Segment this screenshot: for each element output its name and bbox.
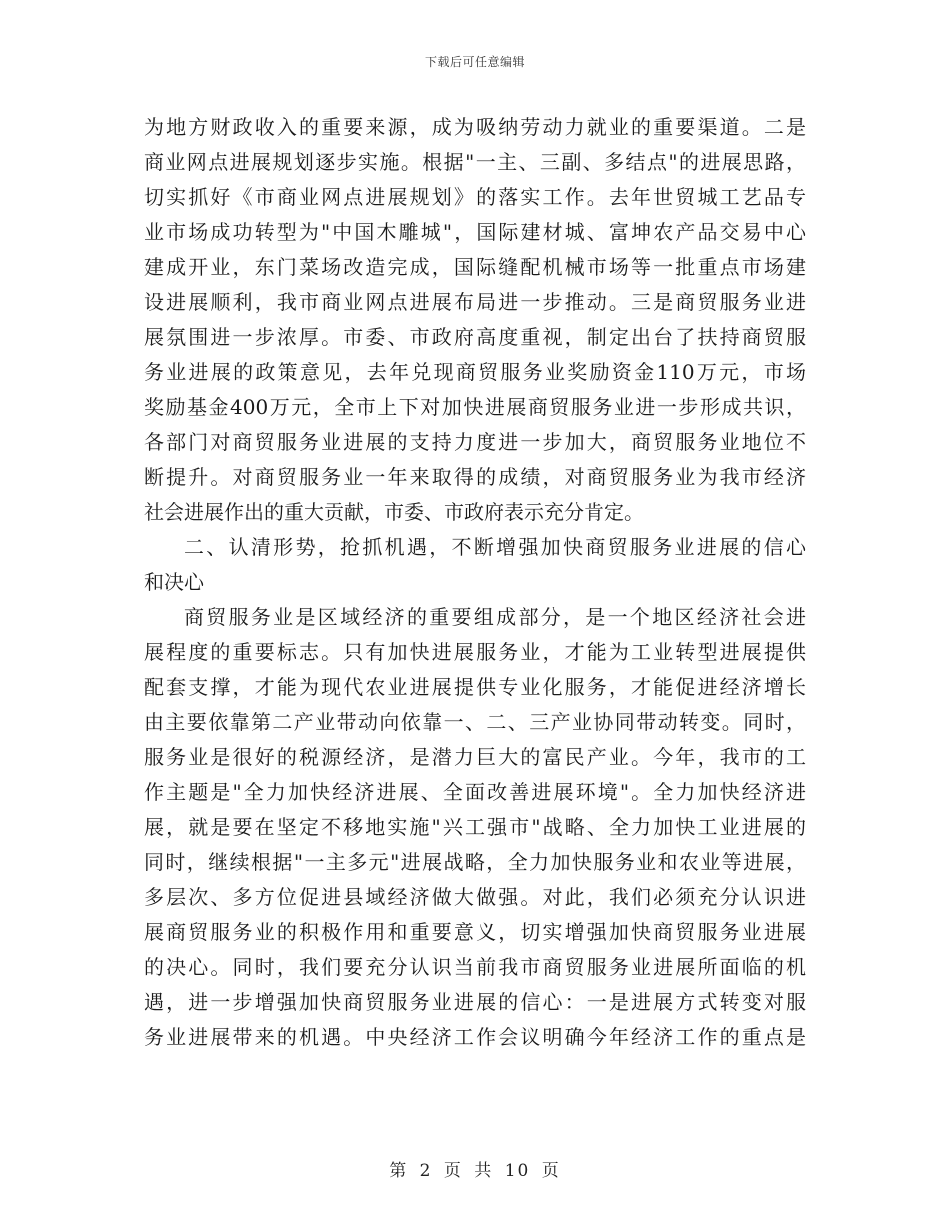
text-line: 商贸服务业是区域经济的重要组成部分，是一个地区经济社会进 <box>184 605 806 629</box>
document-body <box>144 110 806 1055</box>
text-line: 断提升。对商贸服务业一年来取得的成绩，对商贸服务业为我市经济 <box>144 465 806 489</box>
text-line: 商业网点进展规划逐步实施。根据"一主、三副、多结点"的进展思路， <box>144 150 806 174</box>
text-line: 务业进展的政策意见，去年兑现商贸服务业奖励资金110万元，市场 <box>144 360 806 384</box>
text-line: 由主要依靠第二产业带动向依靠一、二、三产业协同带动转变。同时， <box>144 710 806 734</box>
text-line: 切实抓好《市商业网点进展规划》的落实工作。去年世贸城工艺品专 <box>144 185 806 209</box>
page-footer: 第 2 页 共 10 页 <box>389 1161 561 1181</box>
text-line: 多层次、多方位促进县域经济做大做强。对此，我们必须充分认识进 <box>144 885 806 909</box>
paragraph <box>144 600 806 1055</box>
text-line: 各部门对商贸服务业进展的支持力度进一步加大，商贸服务业地位不 <box>144 430 806 454</box>
text-line: 为地方财政收入的重要来源，成为吸纳劳动力就业的重要渠道。二是 <box>144 115 806 139</box>
text-line: 展，就是要在坚定不移地实施"兴工强市"战略、全力加快工业进展的 <box>144 815 806 839</box>
text-line: 社会进展作出的重大贡献，市委、市政府表示充分肯定。 <box>144 500 644 524</box>
paragraph <box>144 110 806 530</box>
text-line: 作主题是"全力加快经济进展、全面改善进展环境"。全力加快经济进 <box>144 780 806 804</box>
text-line: 设进展顺利，我市商业网点进展布局进一步推动。三是商贸服务业进 <box>144 290 806 314</box>
text-line: 服务业是很好的税源经济，是潜力巨大的富民产业。今年，我市的工 <box>144 745 806 769</box>
page-header: 下载后可任意编辑 <box>424 55 525 69</box>
text-line: 展氛围进一步浓厚。市委、市政府高度重视，制定出台了扶持商贸服 <box>144 325 806 349</box>
text-line: 业市场成功转型为"中国木雕城"，国际建材城、富坤农产品交易中心 <box>144 220 806 244</box>
text-line: 展商贸服务业的积极作用和重要意义，切实增强加快商贸服务业进展 <box>144 920 806 944</box>
text-line: 建成开业，东门菜场改造完成，国际缝配机械市场等一批重点市场建 <box>144 255 806 279</box>
text-line: 和决心 <box>144 570 204 594</box>
text-line: 奖励基金400万元，全市上下对加快进展商贸服务业进一步形成共识， <box>144 395 806 419</box>
section-heading <box>144 530 806 600</box>
text-line: 遇，进一步增强加快商贸服务业进展的信心：一是进展方式转变对服 <box>144 990 806 1014</box>
text-line: 同时，继续根据"一主多元"进展战略，全力加快服务业和农业等进展， <box>144 850 806 874</box>
text-line: 配套支撑，才能为现代农业进展提供专业化服务，才能促进经济增长 <box>144 675 806 699</box>
text-line: 二、认清形势，抢抓机遇，不断增强加快商贸服务业进展的信心 <box>184 535 806 559</box>
text-line: 的决心。同时，我们要充分认识当前我市商贸服务业进展所面临的机 <box>144 955 806 979</box>
text-line: 务业进展带来的机遇。中央经济工作会议明确今年经济工作的重点是 <box>144 1025 806 1049</box>
text-line: 展程度的重要标志。只有加快进展服务业，才能为工业转型进展提供 <box>144 640 806 664</box>
